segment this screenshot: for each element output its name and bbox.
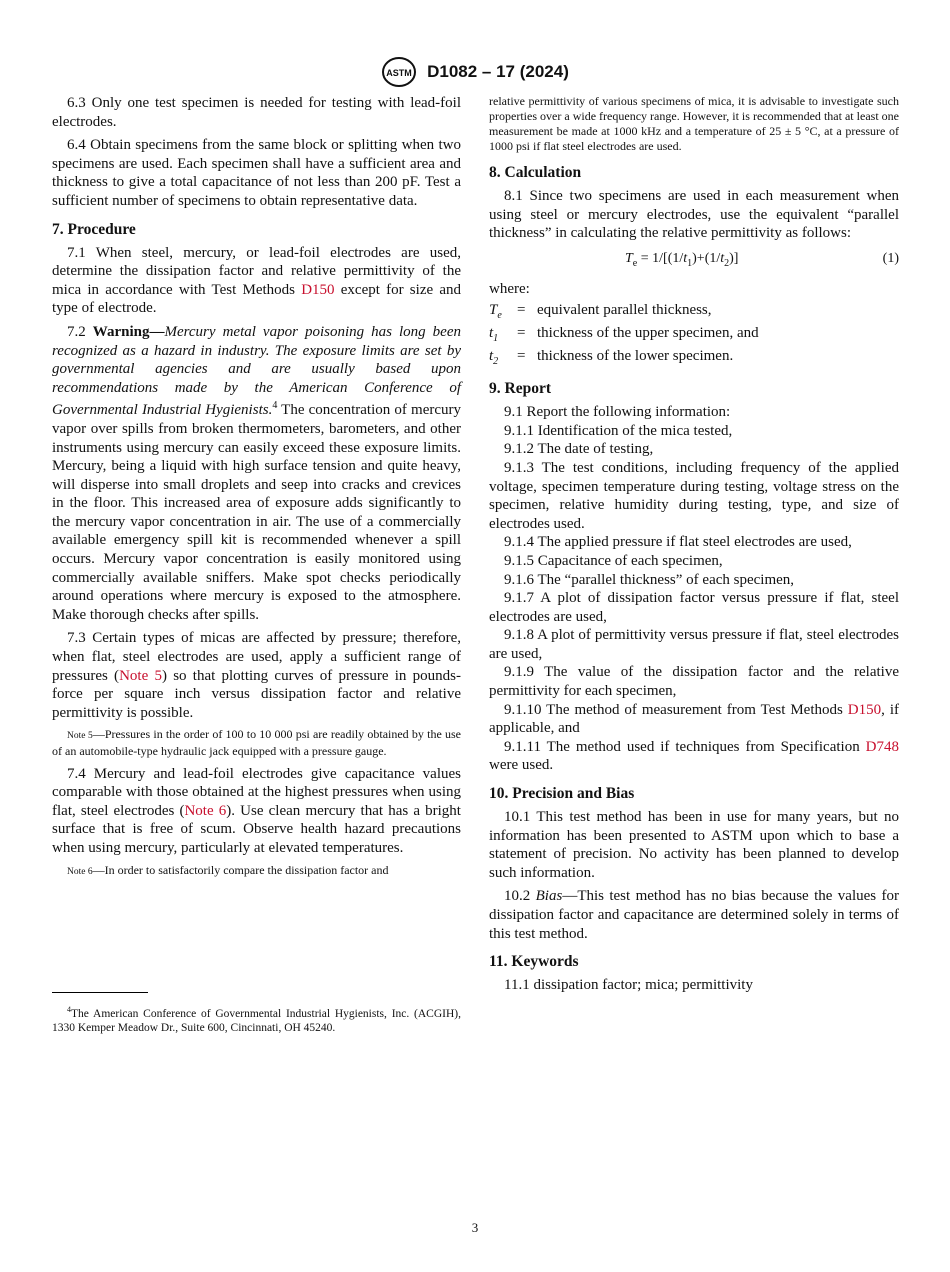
list-item: 9.1.11 The method used if techniques from Specification D748 were used. [489, 738, 899, 774]
note-5: Note 5—Pressures in the order of 100 to 10 000 psi are readily obtained by the use of an automobile-type hydraulic jack equipped with a pressure gauge. [52, 727, 461, 758]
link-note-6[interactable]: Note 6 [184, 802, 227, 819]
definition-row: $t_1$ = thickness of the upper specimen, and [489, 324, 759, 344]
footnote-rule [52, 992, 148, 993]
para-7-4: 7.4 Mercury and lead-foil electrodes give capacitance values comparable with those obtained at the highest pressures when using flat, steel electrodes (Note 6). Use clean mercury that has a bright surface that is free of scum. Observe health hazard precautions when using mercury, particularly at elevated temperatures. [52, 765, 461, 856]
link-note-5[interactable]: Note 5 [119, 667, 162, 684]
footnote-ref-4[interactable]: 4 [272, 400, 278, 412]
list-item: 9.1.7 A plot of dissipation factor versus pressure if flat, steel electrodes are used, [489, 590, 899, 625]
list-item: 9.1.10 The method of measurement from Test Methods D150, if applicable, and [489, 701, 899, 737]
para-7-2: 7.2 Warning—Mercury metal vapor poisoning has long been recognized as a hazard in industry. The exposure limits are set by governmental agencies and are usually based upon recommendations made by the American Conference of Governmental Industrial Hygienists.$^4$ The concentration of mercury vapor over spills from broken thermometers, barometers, and other instruments using mercury can easily exceed these exposure limits. Mercury, being a liquid with high surface tension and quite heavy, will disperse into small droplets and seep into cracks and crevices in the floor. This increased area of exposure adds significantly to the mercury vapor concentration in air. The use of a commercially available emergency spill kit is recommended whenever a spill occurs. Mercury vapor concentration is easily monitored using commercially available sniffers. Make spot checks periodically around operations where mercury is exposed to the atmosphere. Make thorough checks after spills. [52, 323, 462, 623]
link-d748[interactable]: D748 [865, 738, 899, 755]
list-item: 9.1.4 The applied pressure if flat steel electrodes are used, [504, 534, 852, 551]
equation-body: $T_e = 1/[(1/t_1)+(1/t_2)]$ [625, 250, 739, 269]
section-8-heading: 8. Calculation [489, 164, 582, 181]
where-label: where: [489, 280, 530, 297]
footnote-4: $^4$The American Conference of Governmental Industrial Hygienists, Inc. (ACGIH), 1330 Kemper Meadow Dr., Suite 600, Cincinnati, OH 45240. [52, 1005, 461, 1034]
section-11-heading: 11. Keywords [489, 953, 579, 971]
list-item: 9.1.2 The date of testing, [504, 441, 654, 458]
page-number: 3 [471, 1220, 479, 1235]
list-item: 9.1.8 A plot of permittivity versus pressure if flat, steel electrodes are used, [489, 627, 899, 662]
list-item: 9.1.5 Capacitance of each specimen, [504, 552, 723, 569]
list-item: 9.1.6 The “parallel thickness” of each specimen, [504, 571, 795, 588]
para-8-1: 8.1 Since two specimens are used in each measurement when using steel or mercury electrodes, use the equivalent “parallel thickness” in calculating the relative permittivity as follows: [489, 188, 899, 242]
document-designation: D1082 – 17 (2024) [427, 62, 569, 81]
equation-number: (1) [882, 250, 899, 266]
para-7-1: 7.1 When steel, mercury, or lead-foil electrodes are used, determine the dissipation factor and relative permittivity of the mica in accordance with Test Methods D150 except for size and type of electrode. [52, 244, 461, 317]
link-d150[interactable]: D150 [847, 701, 882, 718]
note-6: Note 6—In order to satisfactorily compare the dissipation factor and [67, 862, 389, 877]
note-6-continued: relative permittivity of various specimens of mica, it is advisable to investigate such properties over a wide frequency range. However, it is recommended that at least one measurement be made at 1000 kHz and a temperature of 25 ± 5 °C, at a pressure of 1000 psi if flat steel electrodes are used. [489, 94, 899, 153]
para-7-3: 7.3 Certain types of micas are affected by pressure; therefore, when flat, steel electrodes are used, apply a sufficient range of pressures (Note 5) so that plotting curves of pressure in pounds-force per square inch versus dissipation factor and relative permittivity is possible. [52, 630, 461, 721]
warning-label: Warning— [92, 323, 165, 340]
definition-row: $t_2$ = thickness of the lower specimen. [489, 347, 734, 367]
logo-text: ASTM [386, 68, 412, 78]
report-list [489, 403, 899, 775]
section-7-heading: 7. Procedure [52, 220, 136, 238]
right-column [489, 94, 899, 1000]
section-10-heading: 10. Precision and Bias [489, 785, 635, 803]
para-10-1: 10.1 This test method has been in use for many years, but no information has been presented to ASTM upon which to base a statement of precision. No activity has been planned to develop such information. [489, 809, 899, 881]
astm-logo-icon [381, 56, 417, 88]
list-item: 9.1.3 The test conditions, including frequency of the applied voltage, specimen temperature during testing, voltage stress on the specimen, relative humidity during testing, type, and size of electrodes used. [489, 459, 899, 532]
link-d150[interactable]: D150 [301, 281, 335, 298]
definition-row: $T_e$ = equivalent parallel thickness, [489, 302, 712, 322]
section-9-heading: 9. Report [489, 380, 551, 398]
variable-definitions [489, 302, 899, 370]
para-6-4: 6.4 Obtain specimens from the same block or splitting when two specimens are used. Each specimen shall have a sufficient area and thickness to give a total capacitance of not less than 200 pF. Test a sufficient number of specimens to obtain representative data. [52, 137, 461, 209]
page-header [0, 56, 950, 84]
equation-1 [489, 248, 899, 274]
list-item: 9.1 Report the following information: [504, 404, 731, 421]
left-column [52, 94, 461, 885]
para-6-3: 6.3 Only one test specimen is needed for testing with lead-foil electrodes. [52, 95, 461, 130]
para-11-1: 11.1 dissipation factor; mica; permittivity [504, 977, 753, 994]
para-10-2: 10.2 Bias—This test method has no bias because the values for dissipation factor and capacitance are determined solely in terms of this test method. [489, 888, 899, 942]
list-item: 9.1.1 Identification of the mica tested, [504, 422, 733, 439]
list-item: 9.1.9 The value of the dissipation factor and the relative permittivity for each specimen, [489, 664, 899, 700]
